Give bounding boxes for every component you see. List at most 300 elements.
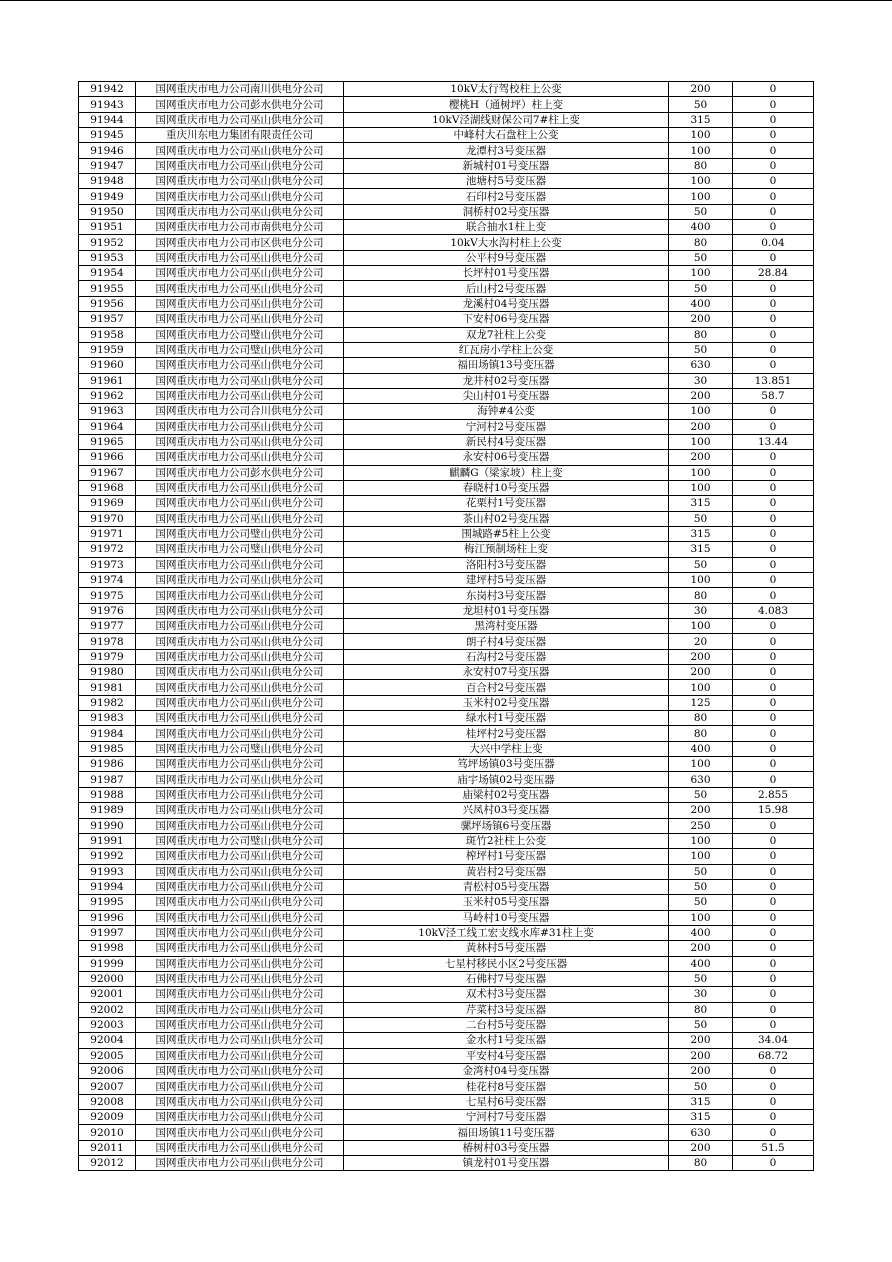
company-cell: 国网重庆市电力公司璧山供电分公司 bbox=[136, 342, 344, 357]
capacity-cell: 400 bbox=[669, 220, 733, 235]
table-row bbox=[79, 404, 814, 419]
table-row bbox=[79, 803, 814, 818]
row-id-cell: 92009 bbox=[79, 1110, 136, 1125]
company-cell: 国网重庆市电力公司璧山供电分公司 bbox=[136, 833, 344, 848]
company-cell: 国网重庆市电力公司巫山供电分公司 bbox=[136, 971, 344, 986]
company-cell: 国网重庆市电力公司璧山供电分公司 bbox=[136, 542, 344, 557]
capacity-cell: 50 bbox=[669, 879, 733, 894]
company-cell: 国网重庆市电力公司巫山供电分公司 bbox=[136, 419, 344, 434]
company-cell: 国网重庆市电力公司巫山供电分公司 bbox=[136, 588, 344, 603]
value-cell: 0 bbox=[733, 1079, 814, 1094]
capacity-cell: 100 bbox=[669, 128, 733, 143]
capacity-cell: 100 bbox=[669, 143, 733, 158]
company-cell: 国网重庆市电力公司巫山供电分公司 bbox=[136, 573, 344, 588]
company-cell: 国网重庆市电力公司巫山供电分公司 bbox=[136, 358, 344, 373]
table-row bbox=[79, 818, 814, 833]
value-cell: 0 bbox=[733, 864, 814, 879]
row-id-cell: 91959 bbox=[79, 342, 136, 357]
row-id-cell: 91987 bbox=[79, 772, 136, 787]
capacity-cell: 100 bbox=[669, 849, 733, 864]
company-cell: 国网重庆市电力公司巫山供电分公司 bbox=[136, 143, 344, 158]
transformer-name-cell: 七星村6号变压器 bbox=[344, 1094, 669, 1109]
table-row bbox=[79, 665, 814, 680]
capacity-cell: 30 bbox=[669, 603, 733, 618]
value-cell: 0 bbox=[733, 649, 814, 664]
table-row bbox=[79, 526, 814, 541]
table-row bbox=[79, 250, 814, 265]
table-row bbox=[79, 925, 814, 940]
table-row bbox=[79, 1002, 814, 1017]
value-cell: 0 bbox=[733, 404, 814, 419]
table-row bbox=[79, 373, 814, 388]
transformer-name-cell: 洛阳村3号变压器 bbox=[344, 557, 669, 572]
company-cell: 国网重庆市电力公司合川供电分公司 bbox=[136, 404, 344, 419]
row-id-cell: 91983 bbox=[79, 711, 136, 726]
value-cell: 0 bbox=[733, 296, 814, 311]
row-id-cell: 91974 bbox=[79, 573, 136, 588]
capacity-cell: 100 bbox=[669, 619, 733, 634]
transformer-name-cell: 新民村4号变压器 bbox=[344, 434, 669, 449]
value-cell: 0 bbox=[733, 1017, 814, 1032]
company-cell: 国网重庆市电力公司巫山供电分公司 bbox=[136, 818, 344, 833]
table-row bbox=[79, 112, 814, 127]
capacity-cell: 200 bbox=[669, 82, 733, 97]
capacity-cell: 80 bbox=[669, 1156, 733, 1171]
transformer-name-cell: 金湾村04号变压器 bbox=[344, 1064, 669, 1079]
transformer-name-cell: 双龙7社柱上公变 bbox=[344, 327, 669, 342]
table-row bbox=[79, 204, 814, 219]
value-cell: 0 bbox=[733, 1125, 814, 1140]
transformer-name-cell: 绿水村1号变压器 bbox=[344, 711, 669, 726]
capacity-cell: 80 bbox=[669, 158, 733, 173]
transformer-name-cell: 春晓村10号变压器 bbox=[344, 480, 669, 495]
table-row bbox=[79, 910, 814, 925]
row-id-cell: 91971 bbox=[79, 526, 136, 541]
value-cell: 0 bbox=[733, 480, 814, 495]
table-row bbox=[79, 833, 814, 848]
company-cell: 国网重庆市电力公司巫山供电分公司 bbox=[136, 388, 344, 403]
value-cell: 0 bbox=[733, 281, 814, 296]
value-cell: 0 bbox=[733, 895, 814, 910]
company-cell: 国网重庆市电力公司巫山供电分公司 bbox=[136, 1110, 344, 1125]
transformer-name-cell: 洞桥村02号变压器 bbox=[344, 204, 669, 219]
row-id-cell: 91942 bbox=[79, 82, 136, 97]
value-cell: 0 bbox=[733, 82, 814, 97]
company-cell: 国网重庆市电力公司巫山供电分公司 bbox=[136, 281, 344, 296]
value-cell: 0 bbox=[733, 879, 814, 894]
table-row bbox=[79, 557, 814, 572]
value-cell: 0 bbox=[733, 143, 814, 158]
capacity-cell: 50 bbox=[669, 864, 733, 879]
company-cell: 国网重庆市电力公司巫山供电分公司 bbox=[136, 296, 344, 311]
value-cell: 0 bbox=[733, 1064, 814, 1079]
row-id-cell: 91955 bbox=[79, 281, 136, 296]
row-id-cell: 91945 bbox=[79, 128, 136, 143]
company-cell: 国网重庆市电力公司南川供电分公司 bbox=[136, 82, 344, 97]
value-cell: 0 bbox=[733, 956, 814, 971]
value-cell: 4.083 bbox=[733, 603, 814, 618]
value-cell: 0 bbox=[733, 634, 814, 649]
table-row bbox=[79, 143, 814, 158]
capacity-cell: 100 bbox=[669, 189, 733, 204]
capacity-cell: 100 bbox=[669, 573, 733, 588]
transformer-name-cell: 椿树村03号变压器 bbox=[344, 1140, 669, 1155]
table-row bbox=[79, 82, 814, 97]
transformer-name-cell: 黄岩村2号变压器 bbox=[344, 864, 669, 879]
capacity-cell: 200 bbox=[669, 803, 733, 818]
value-cell: 28.84 bbox=[733, 266, 814, 281]
row-id-cell: 91963 bbox=[79, 404, 136, 419]
row-id-cell: 92007 bbox=[79, 1079, 136, 1094]
row-id-cell: 91982 bbox=[79, 695, 136, 710]
company-cell: 国网重庆市电力公司巫山供电分公司 bbox=[136, 266, 344, 281]
company-cell: 国网重庆市电力公司巫山供电分公司 bbox=[136, 695, 344, 710]
row-id-cell: 91948 bbox=[79, 174, 136, 189]
capacity-cell: 315 bbox=[669, 496, 733, 511]
row-id-cell: 91958 bbox=[79, 327, 136, 342]
company-cell: 国网重庆市电力公司璧山供电分公司 bbox=[136, 526, 344, 541]
company-cell: 国网重庆市电力公司巫山供电分公司 bbox=[136, 787, 344, 802]
capacity-cell: 50 bbox=[669, 1079, 733, 1094]
value-cell: 0 bbox=[733, 1002, 814, 1017]
value-cell: 0 bbox=[733, 971, 814, 986]
table-row bbox=[79, 971, 814, 986]
table-row bbox=[79, 1156, 814, 1171]
transformer-name-cell: 双术村3号变压器 bbox=[344, 987, 669, 1002]
transformer-name-cell: 桂花村8号变压器 bbox=[344, 1079, 669, 1094]
table-row bbox=[79, 281, 814, 296]
row-id-cell: 91946 bbox=[79, 143, 136, 158]
row-id-cell: 91964 bbox=[79, 419, 136, 434]
value-cell: 0 bbox=[733, 941, 814, 956]
capacity-cell: 100 bbox=[669, 480, 733, 495]
row-id-cell: 92008 bbox=[79, 1094, 136, 1109]
company-cell: 重庆川东电力集团有限责任公司 bbox=[136, 128, 344, 143]
company-cell: 国网重庆市电力公司巫山供电分公司 bbox=[136, 112, 344, 127]
value-cell: 0 bbox=[733, 327, 814, 342]
row-id-cell: 91953 bbox=[79, 250, 136, 265]
company-cell: 国网重庆市电力公司巫山供电分公司 bbox=[136, 480, 344, 495]
capacity-cell: 200 bbox=[669, 649, 733, 664]
transformer-name-cell: 10kV太行驾校柱上公变 bbox=[344, 82, 669, 97]
table-row bbox=[79, 342, 814, 357]
row-id-cell: 91961 bbox=[79, 373, 136, 388]
value-cell: 0 bbox=[733, 557, 814, 572]
company-cell: 国网重庆市电力公司巫山供电分公司 bbox=[136, 1156, 344, 1171]
transformer-name-cell: 大兴中学柱上变 bbox=[344, 741, 669, 756]
value-cell: 0 bbox=[733, 465, 814, 480]
row-id-cell: 91993 bbox=[79, 864, 136, 879]
company-cell: 国网重庆市电力公司巫山供电分公司 bbox=[136, 603, 344, 618]
value-cell: 0 bbox=[733, 526, 814, 541]
table-row bbox=[79, 603, 814, 618]
capacity-cell: 630 bbox=[669, 1125, 733, 1140]
capacity-cell: 315 bbox=[669, 1110, 733, 1125]
value-cell: 0 bbox=[733, 680, 814, 695]
capacity-cell: 200 bbox=[669, 1033, 733, 1048]
value-cell: 0 bbox=[733, 772, 814, 787]
table-row bbox=[79, 388, 814, 403]
row-id-cell: 92005 bbox=[79, 1048, 136, 1063]
capacity-cell: 100 bbox=[669, 465, 733, 480]
transformer-name-cell: 联合抽水1柱上变 bbox=[344, 220, 669, 235]
company-cell: 国网重庆市电力公司巫山供电分公司 bbox=[136, 649, 344, 664]
company-cell: 国网重庆市电力公司璧山供电分公司 bbox=[136, 741, 344, 756]
transformer-name-cell: 龙坦村01号变压器 bbox=[344, 603, 669, 618]
capacity-cell: 315 bbox=[669, 1094, 733, 1109]
capacity-cell: 50 bbox=[669, 250, 733, 265]
table-row bbox=[79, 511, 814, 526]
value-cell: 13.851 bbox=[733, 373, 814, 388]
company-cell: 国网重庆市电力公司巫山供电分公司 bbox=[136, 665, 344, 680]
transformer-name-cell: 斑竹2社柱上公变 bbox=[344, 833, 669, 848]
table-row bbox=[79, 158, 814, 173]
transformer-name-cell: 兴凤村03号变压器 bbox=[344, 803, 669, 818]
company-cell: 国网重庆市电力公司巫山供电分公司 bbox=[136, 1094, 344, 1109]
company-cell: 国网重庆市电力公司巫山供电分公司 bbox=[136, 879, 344, 894]
page-top-rule bbox=[0, 0, 892, 1]
table-row bbox=[79, 941, 814, 956]
transformer-name-cell: 庙宇场镇02号变压器 bbox=[344, 772, 669, 787]
company-cell: 国网重庆市电力公司巫山供电分公司 bbox=[136, 496, 344, 511]
transformer-name-cell: 龙溪村04号变压器 bbox=[344, 296, 669, 311]
company-cell: 国网重庆市电力公司巫山供电分公司 bbox=[136, 772, 344, 787]
table-row bbox=[79, 496, 814, 511]
capacity-cell: 100 bbox=[669, 910, 733, 925]
row-id-cell: 91985 bbox=[79, 741, 136, 756]
capacity-cell: 400 bbox=[669, 741, 733, 756]
table-row bbox=[79, 895, 814, 910]
row-id-cell: 91949 bbox=[79, 189, 136, 204]
table-row bbox=[79, 649, 814, 664]
value-cell: 0 bbox=[733, 910, 814, 925]
company-cell: 国网重庆市电力公司巫山供电分公司 bbox=[136, 680, 344, 695]
row-id-cell: 91989 bbox=[79, 803, 136, 818]
row-id-cell: 91957 bbox=[79, 312, 136, 327]
row-id-cell: 91981 bbox=[79, 680, 136, 695]
company-cell: 国网重庆市电力公司巫山供电分公司 bbox=[136, 634, 344, 649]
company-cell: 国网重庆市电力公司巫山供电分公司 bbox=[136, 1140, 344, 1155]
capacity-cell: 200 bbox=[669, 941, 733, 956]
row-id-cell: 91975 bbox=[79, 588, 136, 603]
table-row bbox=[79, 128, 814, 143]
transformer-name-cell: 石沟村2号变压器 bbox=[344, 649, 669, 664]
capacity-cell: 125 bbox=[669, 695, 733, 710]
capacity-cell: 80 bbox=[669, 327, 733, 342]
row-id-cell: 92004 bbox=[79, 1033, 136, 1048]
table-row bbox=[79, 450, 814, 465]
value-cell: 0 bbox=[733, 695, 814, 710]
row-id-cell: 91997 bbox=[79, 925, 136, 940]
value-cell: 0 bbox=[733, 174, 814, 189]
capacity-cell: 200 bbox=[669, 419, 733, 434]
capacity-cell: 315 bbox=[669, 542, 733, 557]
value-cell: 0 bbox=[733, 511, 814, 526]
row-id-cell: 91969 bbox=[79, 496, 136, 511]
table-row bbox=[79, 434, 814, 449]
value-cell: 0 bbox=[733, 97, 814, 112]
company-cell: 国网重庆市电力公司巫山供电分公司 bbox=[136, 1064, 344, 1079]
capacity-cell: 80 bbox=[669, 726, 733, 741]
value-cell: 0 bbox=[733, 588, 814, 603]
transformer-name-cell: 围城路#5柱上公变 bbox=[344, 526, 669, 541]
table-row bbox=[79, 419, 814, 434]
capacity-cell: 100 bbox=[669, 757, 733, 772]
transformer-name-cell: 龙井村02号变压器 bbox=[344, 373, 669, 388]
value-cell: 0 bbox=[733, 112, 814, 127]
transformer-name-cell: 公平村9号变压器 bbox=[344, 250, 669, 265]
transformer-name-cell: 梅江预制场柱上变 bbox=[344, 542, 669, 557]
transformer-name-cell: 骡坪场镇6号变压器 bbox=[344, 818, 669, 833]
value-cell: 0 bbox=[733, 925, 814, 940]
capacity-cell: 80 bbox=[669, 235, 733, 250]
company-cell: 国网重庆市电力公司彭水供电分公司 bbox=[136, 465, 344, 480]
capacity-cell: 100 bbox=[669, 174, 733, 189]
row-id-cell: 91970 bbox=[79, 511, 136, 526]
transformer-name-cell: 黄林村5号变压器 bbox=[344, 941, 669, 956]
value-cell: 0 bbox=[733, 220, 814, 235]
transformer-name-cell: 镇龙村01号变压器 bbox=[344, 1156, 669, 1171]
company-cell: 国网重庆市电力公司巫山供电分公司 bbox=[136, 849, 344, 864]
value-cell: 0 bbox=[733, 741, 814, 756]
value-cell: 0.04 bbox=[733, 235, 814, 250]
value-cell: 51.5 bbox=[733, 1140, 814, 1155]
transformer-name-cell: 后山村2号变压器 bbox=[344, 281, 669, 296]
company-cell: 国网重庆市电力公司巫山供电分公司 bbox=[136, 434, 344, 449]
company-cell: 国网重庆市电力公司市南供电分公司 bbox=[136, 220, 344, 235]
table-row bbox=[79, 757, 814, 772]
table-row bbox=[79, 864, 814, 879]
value-cell: 0 bbox=[733, 450, 814, 465]
table-row bbox=[79, 849, 814, 864]
table-row bbox=[79, 358, 814, 373]
transformer-table bbox=[78, 81, 814, 1171]
value-cell: 0 bbox=[733, 757, 814, 772]
capacity-cell: 50 bbox=[669, 787, 733, 802]
capacity-cell: 80 bbox=[669, 711, 733, 726]
value-cell: 0 bbox=[733, 496, 814, 511]
value-cell: 0 bbox=[733, 250, 814, 265]
value-cell: 0 bbox=[733, 542, 814, 557]
transformer-name-cell: 七星村移民小区2号变压器 bbox=[344, 956, 669, 971]
table-row bbox=[79, 465, 814, 480]
row-id-cell: 91977 bbox=[79, 619, 136, 634]
row-id-cell: 91978 bbox=[79, 634, 136, 649]
row-id-cell: 91973 bbox=[79, 557, 136, 572]
transformer-name-cell: 玉米村05号变压器 bbox=[344, 895, 669, 910]
company-cell: 国网重庆市电力公司巫山供电分公司 bbox=[136, 204, 344, 219]
company-cell: 国网重庆市电力公司巫山供电分公司 bbox=[136, 511, 344, 526]
transformer-name-cell: 龙潭村3号变压器 bbox=[344, 143, 669, 158]
table-row bbox=[79, 787, 814, 802]
row-id-cell: 92006 bbox=[79, 1064, 136, 1079]
row-id-cell: 91954 bbox=[79, 266, 136, 281]
row-id-cell: 91952 bbox=[79, 235, 136, 250]
company-cell: 国网重庆市电力公司巫山供电分公司 bbox=[136, 910, 344, 925]
value-cell: 0 bbox=[733, 573, 814, 588]
table-row bbox=[79, 235, 814, 250]
table-row bbox=[79, 879, 814, 894]
company-cell: 国网重庆市电力公司巫山供电分公司 bbox=[136, 189, 344, 204]
capacity-cell: 50 bbox=[669, 342, 733, 357]
transformer-name-cell: 池塘村5号变压器 bbox=[344, 174, 669, 189]
value-cell: 0 bbox=[733, 726, 814, 741]
table-row bbox=[79, 1033, 814, 1048]
company-cell: 国网重庆市电力公司巫山供电分公司 bbox=[136, 757, 344, 772]
value-cell: 0 bbox=[733, 833, 814, 848]
value-cell: 0 bbox=[733, 987, 814, 1002]
row-id-cell: 92001 bbox=[79, 987, 136, 1002]
value-cell: 0 bbox=[733, 1094, 814, 1109]
value-cell: 0 bbox=[733, 849, 814, 864]
row-id-cell: 91966 bbox=[79, 450, 136, 465]
company-cell: 国网重庆市电力公司巫山供电分公司 bbox=[136, 1125, 344, 1140]
transformer-name-cell: 二台村5号变压器 bbox=[344, 1017, 669, 1032]
capacity-cell: 100 bbox=[669, 404, 733, 419]
row-id-cell: 92011 bbox=[79, 1140, 136, 1155]
transformer-name-cell: 平安村4号变压器 bbox=[344, 1048, 669, 1063]
row-id-cell: 91992 bbox=[79, 849, 136, 864]
capacity-cell: 30 bbox=[669, 987, 733, 1002]
company-cell: 国网重庆市电力公司巫山供电分公司 bbox=[136, 450, 344, 465]
company-cell: 国网重庆市电力公司巫山供电分公司 bbox=[136, 1079, 344, 1094]
value-cell: 68.72 bbox=[733, 1048, 814, 1063]
table-row bbox=[79, 1110, 814, 1125]
capacity-cell: 100 bbox=[669, 833, 733, 848]
capacity-cell: 200 bbox=[669, 388, 733, 403]
transformer-name-cell: 金水村1号变压器 bbox=[344, 1033, 669, 1048]
row-id-cell: 91994 bbox=[79, 879, 136, 894]
table-row bbox=[79, 634, 814, 649]
capacity-cell: 200 bbox=[669, 312, 733, 327]
capacity-cell: 100 bbox=[669, 680, 733, 695]
capacity-cell: 200 bbox=[669, 665, 733, 680]
row-id-cell: 92003 bbox=[79, 1017, 136, 1032]
row-id-cell: 91951 bbox=[79, 220, 136, 235]
capacity-cell: 400 bbox=[669, 296, 733, 311]
table-row bbox=[79, 987, 814, 1002]
row-id-cell: 91980 bbox=[79, 665, 136, 680]
table-row bbox=[79, 542, 814, 557]
row-id-cell: 92000 bbox=[79, 971, 136, 986]
table-row bbox=[79, 695, 814, 710]
company-cell: 国网重庆市电力公司巫山供电分公司 bbox=[136, 864, 344, 879]
table-row bbox=[79, 956, 814, 971]
transformer-name-cell: 10kV泾湖线财保公司7#柱上变 bbox=[344, 112, 669, 127]
company-cell: 国网重庆市电力公司市区供电分公司 bbox=[136, 235, 344, 250]
value-cell: 0 bbox=[733, 189, 814, 204]
value-cell: 15.98 bbox=[733, 803, 814, 818]
transformer-name-cell: 芹菜村3号变压器 bbox=[344, 1002, 669, 1017]
value-cell: 58.7 bbox=[733, 388, 814, 403]
value-cell: 0 bbox=[733, 619, 814, 634]
capacity-cell: 30 bbox=[669, 373, 733, 388]
row-id-cell: 91956 bbox=[79, 296, 136, 311]
company-cell: 国网重庆市电力公司巫山供电分公司 bbox=[136, 925, 344, 940]
transformer-name-cell: 福田场镇13号变压器 bbox=[344, 358, 669, 373]
value-cell: 0 bbox=[733, 204, 814, 219]
transformer-name-cell: 麒麟G（梁家坡）柱上变 bbox=[344, 465, 669, 480]
company-cell: 国网重庆市电力公司巫山供电分公司 bbox=[136, 250, 344, 265]
transformer-name-cell: 红瓦房小学柱上公变 bbox=[344, 342, 669, 357]
table-row bbox=[79, 480, 814, 495]
capacity-cell: 100 bbox=[669, 266, 733, 281]
row-id-cell: 91968 bbox=[79, 480, 136, 495]
company-cell: 国网重庆市电力公司巫山供电分公司 bbox=[136, 987, 344, 1002]
transformer-name-cell: 樱桃H（通树坪）柱上变 bbox=[344, 97, 669, 112]
transformer-name-cell: 笃坪场镇03号变压器 bbox=[344, 757, 669, 772]
capacity-cell: 400 bbox=[669, 925, 733, 940]
